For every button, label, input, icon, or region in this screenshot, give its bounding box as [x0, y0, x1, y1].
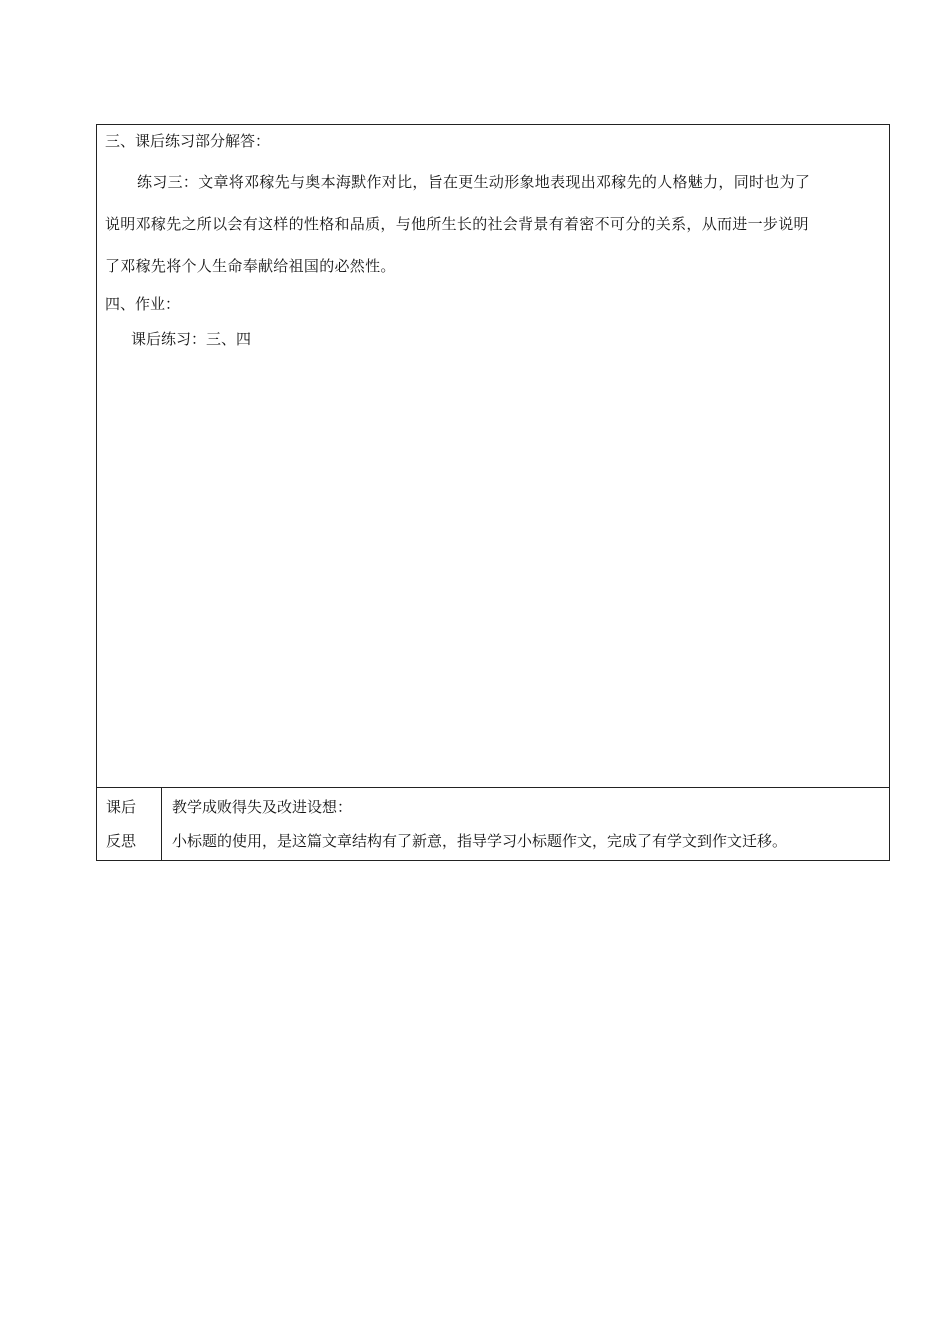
section3-heading: 三、课后练习部分解答： [105, 132, 271, 150]
main-content-cell [97, 125, 890, 788]
paragraph-line: 练习三：文章将邓稼先与奥本海默作对比，旨在更生动形象地表现出邓稼先的人格魅力，同时也为了 [137, 173, 811, 191]
reflection-label [97, 790, 161, 858]
reflection-text: 小标题的使用，是这篇文章结构有了新意，指导学习小标题作文，完成了有学文到作文迁移。 [172, 832, 788, 850]
main-content [97, 125, 889, 357]
section4-heading: 四、作业： [105, 295, 181, 313]
lesson-plan-table [96, 124, 890, 861]
exercise3-answer-paragraph [105, 161, 881, 287]
reflection-content-cell [162, 788, 890, 861]
reflection-label-line1: 课后 [106, 798, 137, 816]
homework-item: 课后练习：三、四 [131, 330, 252, 348]
paragraph-line: 了邓稼先将个人生命奉献给祖国的必然性。 [105, 257, 396, 275]
reflection-label-line2: 反思 [106, 832, 137, 850]
reflection-label-cell [97, 788, 162, 861]
main-content-row [97, 125, 890, 788]
reflection-content [162, 790, 889, 858]
reflection-row [97, 788, 890, 861]
reflection-title: 教学成败得失及改进设想： [172, 798, 353, 816]
paragraph-line: 说明邓稼先之所以会有这样的性格和品质，与他所生长的社会背景有着密不可分的关系，从而进一步说明 [105, 215, 809, 233]
